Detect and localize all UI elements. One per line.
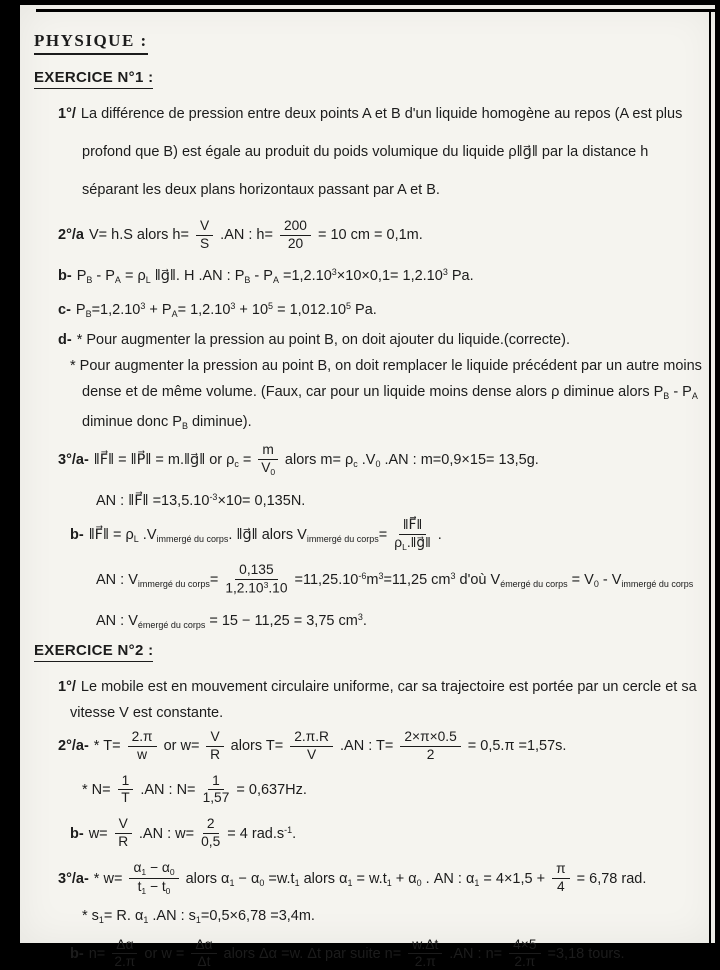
document-line	[34, 730, 709, 763]
fraction-denominator: 2.π	[414, 954, 436, 970]
subscript: L	[145, 274, 151, 285]
fraction-numerator: 1	[118, 774, 134, 791]
section-heading-row	[34, 69, 709, 89]
superscript: 3	[357, 611, 363, 622]
subscript: B	[244, 274, 251, 285]
document-line	[34, 331, 709, 349]
line-label: b-	[58, 267, 72, 284]
document-line	[34, 263, 709, 289]
fraction-numerator: w.Δt	[408, 938, 442, 955]
fraction-numerator: V	[196, 219, 213, 236]
line-label: 3°/a-	[58, 452, 89, 469]
document-line	[34, 219, 709, 252]
title-row	[34, 31, 709, 55]
fraction-denominator: $V_0$	[261, 460, 276, 478]
subscript: 0	[375, 459, 381, 470]
fraction-numerator: 4×5	[509, 938, 540, 955]
document-line	[34, 861, 709, 896]
fraction-numerator: m	[258, 443, 277, 460]
subscript: 1	[347, 877, 353, 888]
fraction	[225, 563, 287, 596]
line-text: profond que B) est égale au produit du poids volumique du liquide ρ‖g⃗‖ par la distance h	[82, 144, 649, 160]
document-line	[34, 143, 709, 161]
fraction-numerator: π	[552, 862, 570, 879]
line-text: vitesse V est constante.	[70, 704, 224, 721]
document-line	[34, 774, 709, 807]
fraction-numerator: V	[206, 730, 223, 747]
fraction-numerator: 1	[208, 774, 224, 791]
fraction	[118, 774, 134, 807]
fraction	[408, 938, 442, 970]
superscript: 5	[346, 300, 352, 311]
line-text: ‖F⃗‖ = $\rho_L$ $.V_{immergé du corps}$. ‖g⃗‖ alors $V_{immergé du corps}=$ $\frac{‖F⃗‖}{\rho_L.‖g⃗‖}$ .	[88, 517, 442, 553]
document-line	[34, 297, 709, 323]
frame-top-rule	[36, 9, 715, 12]
fraction-numerator: $\alpha_1 - \alpha_0$	[129, 861, 178, 879]
superscript: 3	[450, 570, 456, 581]
line-text: * Pour augmenter la pression au point B, on doit remplacer le liquide précédent par un autre moins	[70, 357, 702, 374]
subscript: 1	[98, 915, 104, 926]
subscript: émergé du corps	[137, 619, 206, 630]
document-line	[34, 413, 709, 435]
line-text: n= $\frac{\Delta\alpha}{2.\pi}$ or w = $\frac{\Delta\alpha}{\Delta t}$ alors Δα =w. Δt par suite n= $\frac{w.\Delta t}{2.\pi}$ .AN : n= $\frac{4\times 5}{2.\pi}$ =3,18 tours.	[88, 936, 625, 970]
frame-right-rule	[709, 9, 711, 943]
line-text: ‖F⃗‖ = ‖P⃗‖ = m.‖g⃗‖ or $\rho_c$ = $\frac{m}{V_0}$ alors $m= \rho_c$ $.V_0$ .AN : m=0,9×15= 13,5g.	[93, 442, 539, 478]
document-line	[34, 608, 709, 634]
fraction-numerator: Δα	[191, 938, 216, 955]
superscript: -3	[209, 492, 218, 503]
fraction	[203, 774, 230, 807]
line-label: c-	[58, 301, 71, 318]
line-text: * N= $\frac{1}{T}$ .AN : N= $\frac{1}{1,57}$ = 0,637Hz.	[82, 772, 307, 806]
fraction-denominator: R	[210, 746, 221, 762]
document-line	[34, 383, 709, 405]
superscript: -1	[284, 824, 293, 835]
line-text: * $s_1= R$. $\alpha_1$ .AN : $s_1=0,5\times 6,78 =3,4m$.	[82, 908, 315, 926]
fraction-denominator: T	[121, 790, 130, 806]
line-label: b-	[70, 825, 84, 842]
subscript: A	[114, 274, 121, 285]
subscript: c	[353, 459, 358, 470]
fraction	[129, 861, 178, 896]
line-text: dense et de même volume. (Faux, car pour un liquide moins dense alors ρ diminue alors $P_B - P_A$	[82, 383, 698, 402]
fraction-denominator: 20	[287, 235, 304, 251]
fraction	[552, 862, 570, 895]
fraction-denominator: 2.π	[114, 954, 136, 970]
line-text: w= $\frac{V}{R}$ .AN : w= $\frac{2}{0,5}$ = 4 $rad.s^{-1}$.	[88, 816, 297, 850]
line-text: V= h.S alors h= $\frac{V}{S}$ .AN : h= $\frac{200}{20}$ = 10 cm = 0,1m.	[88, 218, 423, 251]
fraction-denominator: 2.π	[514, 954, 536, 970]
fraction	[196, 219, 213, 252]
subscript: A	[171, 308, 178, 319]
document-line	[34, 704, 709, 722]
fraction-denominator: 2	[426, 746, 435, 762]
fraction	[290, 730, 333, 763]
document-title: PHYSIQUE :	[34, 31, 148, 55]
fraction	[201, 817, 220, 850]
line-text: Le mobile est en mouvement circulaire uniforme, car sa trajectoire est portée par un cercle et sa	[80, 678, 697, 695]
subscript: L	[402, 542, 407, 553]
line-text: * w= $\frac{\alpha_1 - \alpha_0}{t_1 - t_0}$ alors $\alpha_1 - \alpha_0 =w.t_1$ alors $\alpha_1 = w.t_1 + \alpha_0$ . AN : $\alpha_1 = 4\times 1,5$ + $\frac{\pi}{4}$ = 6,78 rad.	[93, 860, 647, 897]
subscript: 1	[141, 886, 147, 897]
line-label: b-	[70, 945, 84, 962]
line-text: La différence de pression entre deux points A et B d'un liquide homogène au repos (A est plus	[80, 106, 683, 122]
line-text: AN : $V_{immergé du corps}=$ $\frac{0,135}{1,2.10^3.10}$ $=11,25.10^{-6}m^3=11,25$ $cm^3$ d'où $V_{émergé du corps} = V_0 - V_{immergé du corps}$	[96, 562, 694, 596]
subscript: B	[85, 308, 92, 319]
subscript: 0	[416, 877, 422, 888]
fraction	[112, 938, 137, 970]
subscript: 1	[141, 867, 147, 878]
subscript: B	[181, 421, 188, 432]
subscript: 1	[143, 915, 149, 926]
subscript: 0	[169, 867, 175, 878]
document-line	[34, 907, 709, 929]
subscript: B	[663, 391, 670, 402]
line-text: diminue donc $P_B$ diminue).	[82, 414, 252, 432]
subscript: immergé du corps	[137, 578, 210, 589]
line-label: 2°/a-	[58, 738, 89, 754]
fraction-denominator: 4	[557, 879, 565, 895]
fraction	[128, 730, 157, 763]
superscript: 3	[230, 300, 236, 311]
line-text: * Pour augmenter la pression au point B, on doit ajouter du liquide.(correcte).	[76, 331, 570, 348]
superscript: 3	[140, 300, 146, 311]
section-heading: EXERCICE N°1 :	[34, 69, 153, 89]
document-line	[34, 938, 709, 970]
fraction-numerator: Δα	[112, 938, 137, 955]
line-label: 1°/	[58, 678, 76, 695]
document-line	[34, 105, 709, 123]
subscript: 1	[294, 877, 300, 888]
document-line	[34, 443, 709, 477]
line-text: AN : ‖F⃗‖ $=13,5.10^{-3}\times 10= 0,135N$.	[96, 492, 306, 510]
line-text: AN : $V_{émergé du corps} = 15 - 11,25 = 3,75$ $cm^3$.	[96, 611, 367, 630]
line-text: * T= $\frac{2.\pi}{w}$ or w= $\frac{V}{R}$ alors T= $\frac{2.\pi.R}{V}$ .AN : T= $\frac{2\times\pi\times 0.5}{2}$ = 0,5.π =1,57s.	[93, 728, 567, 762]
document-line	[34, 563, 709, 596]
fraction-denominator: $t_1 - t_0$	[137, 879, 171, 897]
subscript: 1	[386, 877, 392, 888]
subscript: 0	[165, 886, 171, 897]
exercise-section	[34, 642, 709, 970]
fraction-numerator: V	[115, 817, 132, 834]
document-line	[34, 488, 709, 510]
fraction-numerator: ‖F⃗‖	[399, 518, 426, 535]
document-line	[34, 678, 709, 696]
section-heading-row	[34, 642, 709, 662]
fraction-denominator: 0,5	[201, 834, 221, 850]
fraction-denominator: $\rho_L.‖g⃗‖$	[394, 535, 431, 553]
superscript: 3	[263, 580, 269, 591]
fraction-denominator: V	[307, 746, 317, 762]
subscript: c	[234, 459, 239, 470]
line-text: séparant les deux plans horizontaux passant par A et B.	[82, 182, 440, 198]
fraction	[509, 938, 540, 970]
fraction-numerator: 200	[280, 219, 311, 236]
exercise-section	[34, 69, 709, 634]
fraction	[115, 817, 132, 850]
fraction	[206, 730, 223, 763]
fraction-numerator: 0,135	[235, 563, 277, 580]
superscript: 3	[331, 266, 337, 277]
fraction-numerator: 2×π×0.5	[400, 730, 460, 747]
line-text: $P_B - P_A = \rho_L$ ‖g⃗‖. H .AN : $P_B - P_A =1,2.10^3\times 10\times 0,1= 1,2.10^3$ Pa.	[76, 266, 474, 285]
subscript: L	[133, 534, 139, 545]
subscript: 0	[593, 578, 599, 589]
superscript: 3	[378, 570, 384, 581]
fraction	[400, 730, 460, 763]
line-label: d-	[58, 331, 72, 348]
fraction-numerator: 2	[203, 817, 219, 834]
fraction-denominator: R	[118, 834, 129, 850]
superscript: 5	[268, 300, 274, 311]
fraction	[280, 219, 311, 252]
document-content	[34, 69, 709, 970]
subscript: 1	[229, 877, 235, 888]
fraction-denominator: 1,57	[202, 790, 230, 806]
subscript: 1	[195, 915, 201, 926]
subscript: A	[691, 391, 698, 402]
subscript: B	[86, 274, 93, 285]
section-heading: EXERCICE N°2 :	[34, 642, 153, 662]
fraction-denominator: Δt	[197, 954, 211, 970]
line-label: 3°/a-	[58, 870, 89, 887]
superscript: -6	[358, 570, 367, 581]
subscript: immergé du corps	[306, 534, 379, 545]
fraction	[394, 518, 431, 552]
fraction-numerator: 2.π	[128, 730, 157, 747]
line-label: 1°/	[58, 106, 76, 122]
subscript: 1	[474, 877, 480, 888]
fraction-denominator: w	[137, 746, 148, 762]
subscript: 0	[270, 467, 276, 478]
document-line	[34, 181, 709, 199]
subscript: émergé du corps	[500, 578, 568, 589]
document-line	[34, 518, 709, 552]
fraction	[191, 938, 216, 970]
document-line	[34, 817, 709, 850]
subscript: A	[272, 274, 279, 285]
line-text: $P_B=1,2.10^3 + P_A= 1,2.10^3 + 10^5 = 1,012.10^5$ Pa.	[75, 300, 377, 319]
line-label: 2°/a	[58, 227, 84, 244]
superscript: 3	[442, 266, 448, 277]
subscript: immergé du corps	[621, 578, 694, 589]
fraction-denominator: 1,2.10$^3$.10	[225, 580, 288, 596]
subscript: immergé du corps	[156, 534, 229, 545]
fraction-denominator: S	[199, 235, 210, 251]
fraction	[258, 443, 277, 477]
document-line	[34, 357, 709, 375]
fraction-numerator: 2.π.R	[290, 730, 333, 747]
subscript: 0	[259, 877, 265, 888]
line-label: b-	[70, 527, 84, 544]
